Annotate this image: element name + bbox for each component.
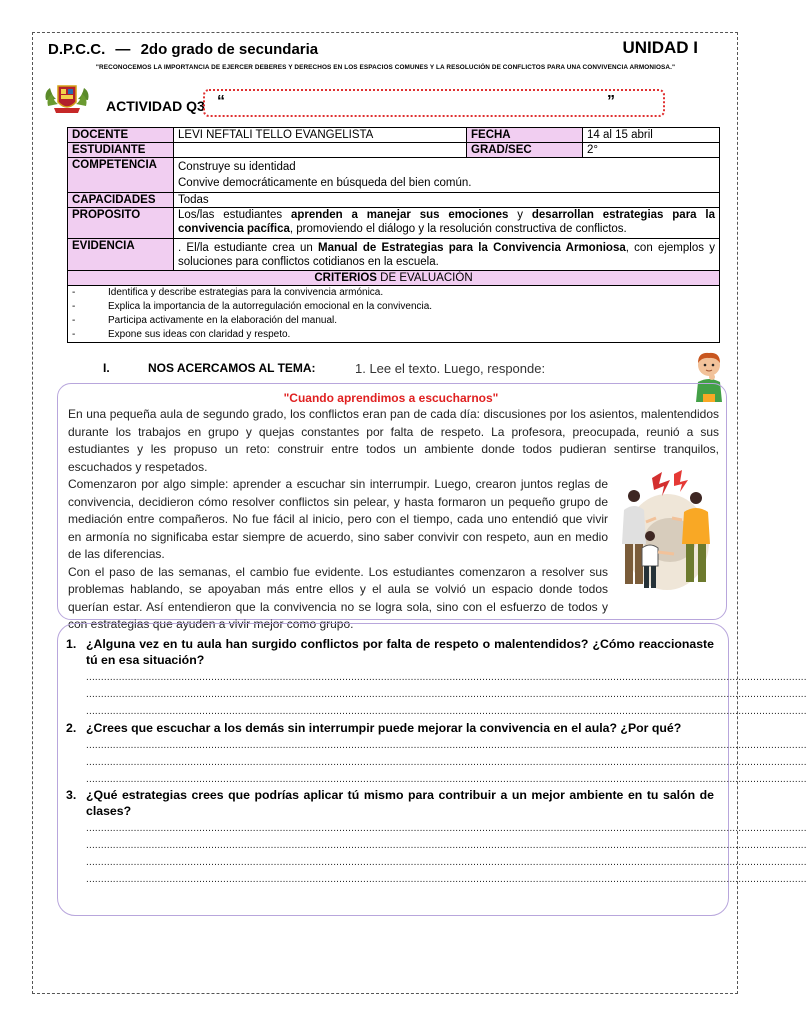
criterio-text: Expone sus ideas con claridad y respeto. [108, 329, 291, 340]
answer-line[interactable]: .................................................................................................................................................................................................................................................. [86, 740, 807, 751]
proposito-value [174, 208, 720, 239]
course-header [48, 41, 324, 58]
proposito-text: y [508, 209, 532, 221]
fecha-label: FECHA [467, 128, 583, 143]
story-paragraph: Comenzaron por algo simple: aprender a escuchar sin interrumpir. Luego, crearon juntos reglas de convivencia, decidieron cómo resolver conflictos sin pelear, y hasta formaron un pequeño grupo de mediación entre compañeros. No fue fácil al inicio, pero con el tiempo, cada uno entendió que vivir en armonía no significaba estar siempre de acuerdo, sino saber convivir con respeto, aun en medio de las diferencias. [68, 477, 608, 561]
answer-line[interactable]: .................................................................................................................................................................................................................................................. [86, 689, 807, 700]
answer-line[interactable]: .................................................................................................................................................................................................................................................. [86, 757, 807, 768]
row-criterios-header [68, 271, 720, 286]
activity-label: ACTIVIDAD Q3 [106, 98, 205, 114]
criterio-text: Explica la importancia de la autorregulación emocional en la convivencia. [108, 301, 433, 312]
question-text: ¿Crees que escuchar a los demás sin interrumpir puede mejorar la convivencia en el aula? ¿Por qué? [86, 721, 682, 735]
gradsec-value: 2° [583, 143, 720, 158]
row-docente [68, 128, 720, 143]
activity-close-quote: ” [607, 93, 615, 110]
answer-line[interactable]: .................................................................................................................................................................................................................................................. [86, 840, 807, 851]
capacidades-value: Todas [174, 193, 720, 208]
gradsec-label: GRAD/SEC [467, 143, 583, 158]
row-estudiante [68, 143, 720, 158]
criterios-list [68, 286, 720, 343]
story-title: "Cuando aprendimos a escucharnos" [283, 391, 499, 405]
evidencia-value [174, 239, 720, 271]
story-paragraph: En una pequeña aula de segundo grado, los conflictos eran pan de cada día: discusiones por los asientos, malentendidos durante los trabajos en grupo y quejas constantes por falta de respeto. La profesora, preocupada, reunió a sus estudiantes y les propuso un reto: construir entre todos un ambiente donde todos pudieran sentirse tranquilos, escuchados y respetados. [68, 407, 719, 474]
answer-line[interactable]: .................................................................................................................................................................................................................................................. [86, 874, 807, 885]
school-crest-icon [44, 82, 90, 116]
criterios-heading [68, 271, 720, 286]
evidencia-text: . El/la estudiante crea un [178, 242, 318, 254]
unit-label: UNIDAD I [622, 38, 698, 57]
proposito-text: , promoviendo el diálogo y la resolución constructiva de conflictos. [289, 223, 627, 235]
capacidades-label: CAPACIDADES [68, 193, 174, 208]
competencia-value [174, 158, 720, 193]
header-dash: — [115, 41, 131, 58]
question-text: ¿Qué estrategias crees que podrías aplicar tú mismo para contribuir a un mejor ambiente en tu salón de clases? [86, 788, 714, 818]
section-instruction: 1. Lee el texto. Luego, responde: [355, 361, 546, 376]
proposito-text: Los/las estudiantes [178, 209, 291, 221]
row-proposito [68, 208, 720, 239]
criterio-item [72, 286, 715, 300]
criterio-dash: - [72, 287, 76, 298]
grade-label: 2do grado de secundaria [140, 41, 319, 58]
criterio-item [72, 328, 715, 342]
criterio-text: Identifica y describe estrategias para la convivencia armónica. [108, 287, 384, 298]
criterios-heading-rest: DE EVALUACIÓN [376, 272, 473, 284]
conflict-mediation-illustration [612, 462, 722, 599]
answer-line[interactable]: .................................................................................................................................................................................................................................................. [86, 706, 807, 717]
competencia-label: COMPETENCIA [68, 158, 174, 193]
estudiante-label: ESTUDIANTE [68, 143, 174, 158]
activity-title-box[interactable] [203, 89, 665, 117]
unit-motto: "RECONOCEMOS LA IMPORTANCIA DE EJERCER DEBERES Y DERECHOS EN LOS ESPACIOS COMUNES Y LA RESOLUCIÓN DE CONFLICTOS PARA UNA CONVIVENCIA ARMONIOSA." [95, 64, 676, 71]
criterio-dash: - [72, 301, 76, 312]
competencia-item: Construye su identidad [178, 161, 296, 173]
answer-line[interactable]: .................................................................................................................................................................................................................................................. [86, 857, 807, 868]
criterio-item [72, 300, 715, 314]
fecha-value: 14 al 15 abril [583, 128, 720, 143]
proposito-emphasis: aprenden a manejar sus emociones [290, 209, 509, 221]
criterio-dash: - [72, 329, 76, 340]
answer-line[interactable]: .................................................................................................................................................................................................................................................. [86, 672, 807, 683]
answer-line[interactable]: .................................................................................................................................................................................................................................................. [86, 823, 807, 834]
competencia-item: Convive democráticamente en búsqueda del bien común. [178, 177, 472, 189]
docente-label: DOCENTE [68, 128, 174, 143]
criterio-dash: - [72, 315, 76, 326]
evidencia-label: EVIDENCIA [68, 239, 174, 271]
evidencia-emphasis: Manual de Estrategias para la Convivencia Armoniosa [318, 242, 626, 254]
criterio-item [72, 314, 715, 328]
question-text: ¿Alguna vez en tu aula han surgido conflictos por falta de respeto o malentendidos? ¿Cómo reaccionaste tú en esa situación? [86, 637, 714, 667]
docente-value: LEVI NEFTALI TELLO EVANGELISTA [174, 128, 467, 143]
row-evidencia [68, 239, 720, 271]
row-competencia [68, 158, 720, 193]
criterio-text: Participa activamente en la elaboración del manual. [108, 315, 338, 326]
answer-line[interactable]: .................................................................................................................................................................................................................................................. [86, 774, 807, 785]
proposito-emphasis: desarrollan estrategias para la convivencia pacífica [178, 209, 715, 235]
proposito-label: PROPOSITO [68, 208, 174, 239]
activity-open-quote: “ [217, 93, 225, 110]
question-number: 2. [66, 721, 77, 735]
section-number: I. [103, 361, 110, 375]
criterios-heading-bold: CRITERIOS [314, 272, 377, 284]
question-number: 3. [66, 788, 77, 802]
course-name: D.P.C.C. [48, 41, 106, 58]
question-number: 1. [66, 637, 77, 651]
story-paragraph: Con el paso de las semanas, el cambio fue evidente. Los estudiantes comenzaron a resolver sus problemas hablando, se apoyaban más entre ellos y el aula se volvió un espacio donde todos querían estar. Así entendieron que la convivencia no se logra sola, sino con el esfuerzo de todos y con estrategias que ayuden a vivir mejor como grupo. [68, 564, 608, 631]
evidencia-text: , con ejemplos y soluciones para conflictos cotidianos en la escuela. [178, 242, 715, 268]
estudiante-field[interactable] [174, 143, 467, 158]
row-capacidades [68, 193, 720, 208]
info-table [67, 127, 720, 343]
section-title: NOS ACERCAMOS AL TEMA: [148, 361, 316, 375]
row-criterios-list [68, 286, 720, 343]
